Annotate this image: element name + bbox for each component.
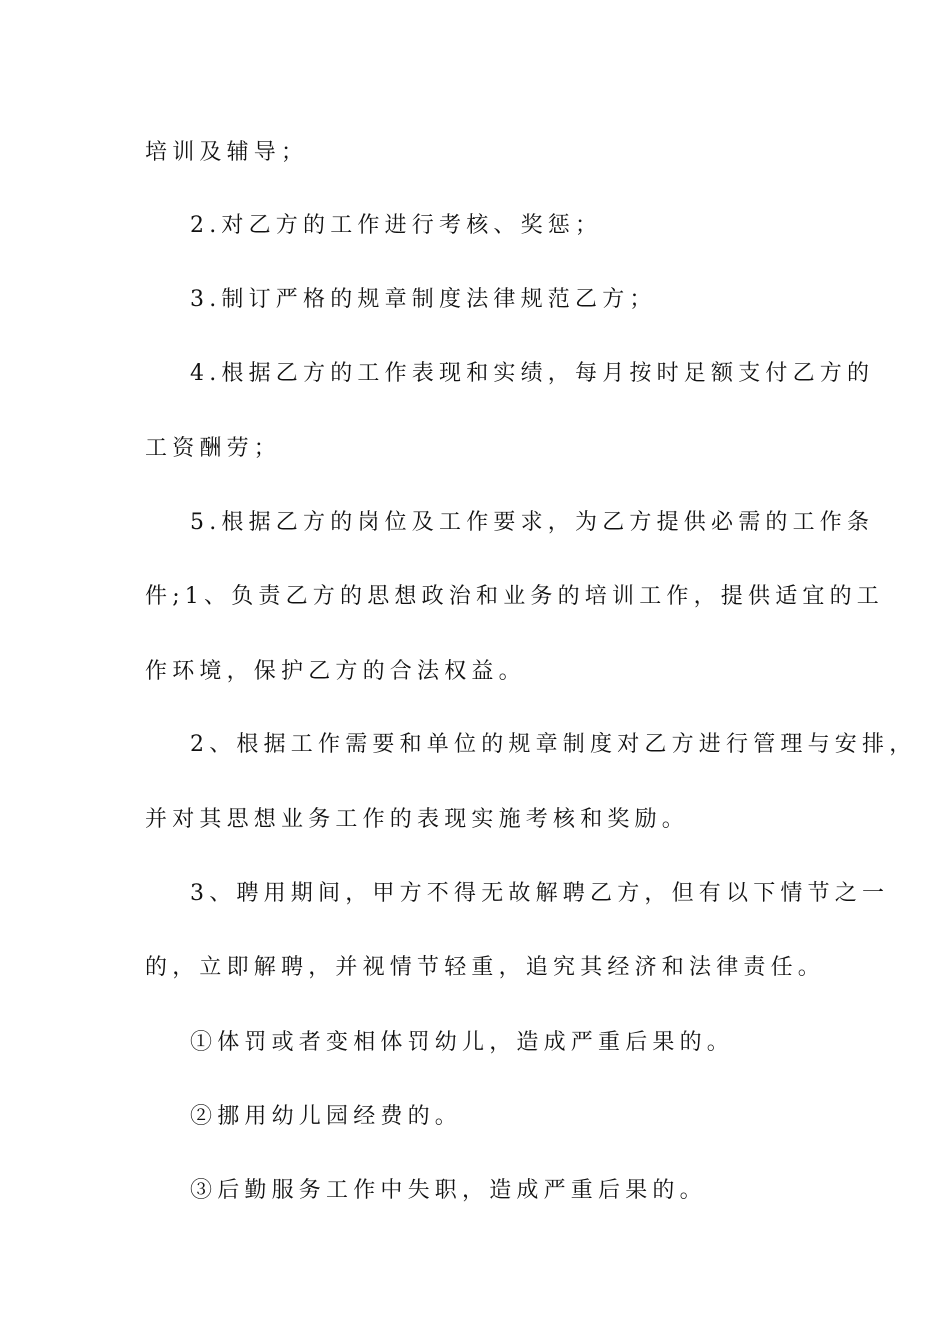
text-line: 2.对乙方的工作进行考核、奖惩；	[190, 213, 603, 238]
text-line: ②挪用幼儿园经费的。	[190, 1104, 463, 1129]
text-line: 工资酬劳；	[145, 436, 282, 461]
text-line: ①体罚或者变相体罚幼儿，造成严重后果的。	[190, 1030, 735, 1055]
text-line: 4.根据乙方的工作表现和实绩，每月按时足额支付乙方的	[190, 361, 875, 386]
text-line: 的，立即解聘，并视情节轻重，追究其经济和法律责任。	[145, 955, 826, 980]
text-line: 件;1、负责乙方的思想政治和业务的培训工作，提供适宜的工	[145, 584, 885, 609]
text-line: 2、根据工作需要和单位的规章制度对乙方进行管理与安排，	[190, 732, 917, 757]
text-line: 作环境，保护乙方的合法权益。	[145, 659, 526, 684]
text-line: 并对其思想业务工作的表现实施考核和奖励。	[145, 807, 690, 832]
text-line: 培训及辅导；	[145, 140, 309, 165]
text-line: 3、聘用期间，甲方不得无故解聘乙方，但有以下情节之一	[190, 881, 890, 906]
text-line: 3.制订严格的规章制度法律规范乙方；	[190, 287, 657, 312]
text-line: 5.根据乙方的岗位及工作要求，为乙方提供必需的工作条	[190, 510, 875, 535]
text-line: ③后勤服务工作中失职，造成严重后果的。	[190, 1178, 707, 1203]
